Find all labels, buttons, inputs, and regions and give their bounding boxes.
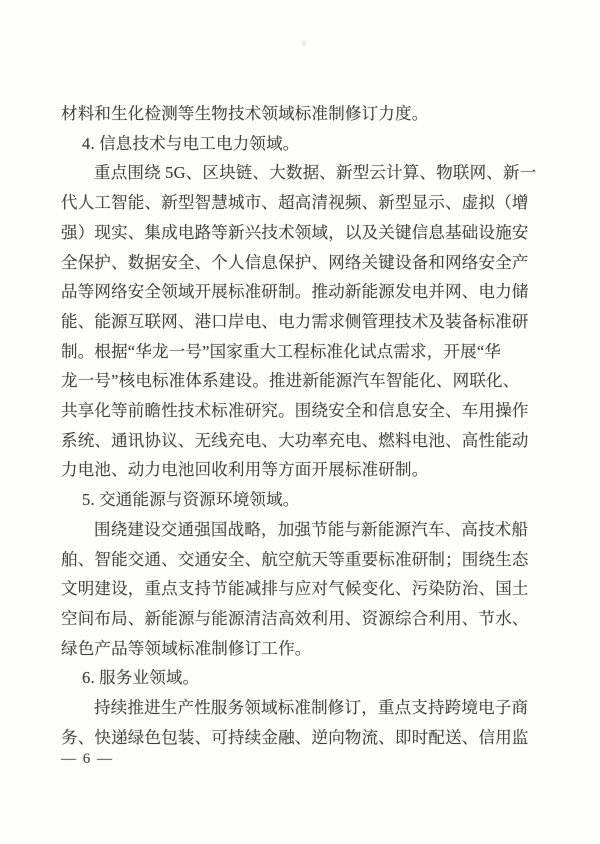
section-heading-5: 5. 交通能源与资源环境领域。 [82, 490, 300, 510]
section-heading-4: 4. 信息技术与电工电力领域。 [82, 133, 300, 153]
body-line: 力电池、动力电池回收利用等方面开展标准研制。 [61, 460, 429, 480]
body-line: 务、快递绿色包装、可持续金融、逆向物流、即时配送、信用监 [61, 727, 529, 747]
document-body [61, 99, 571, 752]
body-line: 制。根据“华龙一号”国家重大工程标准化试点需求，开展“华 [61, 341, 502, 361]
body-line: 重点围绕 5G、区块链、大数据、新型云计算、物联网、新一 [94, 163, 537, 183]
body-line: 品等网络安全领域开展标准研制。推动新能源发电并网、电力储 [61, 282, 529, 302]
body-line: 文明建设，重点支持节能减排与应对气候变化、污染防治、国土 [61, 579, 529, 599]
body-line: 共享化等前瞻性技术标准研究。围绕安全和信息安全、车用操作 [61, 401, 529, 421]
body-line: 材料和生化检测等生物技术领域标准制修订力度。 [61, 104, 429, 123]
body-line: 全保护、数据安全、个人信息保护、网络关键设备和网络安全产 [61, 252, 529, 272]
body-line: 能、能源互联网、港口岸电、电力需求侧管理技术及装备标准研 [61, 311, 529, 331]
body-line: 代人工智能、新型智慧城市、超高清视频、新型显示、虚拟（增 [61, 193, 529, 213]
page-number: — 6 — [61, 751, 114, 767]
body-line: 空间布局、新能源与能源清洁高效利用、资源综合利用、节水、 [61, 608, 529, 628]
section-heading-6: 6. 服务业领域。 [82, 668, 200, 688]
body-line: 持续推进生产性服务领域标准制修订，重点支持跨境电子商 [94, 698, 529, 718]
body-line: 系统、通讯协议、无线充电、大功率充电、燃料电池、高性能动 [61, 430, 529, 450]
scan-artifact [300, 40, 308, 47]
body-line: 强）现实、集成电路等新兴技术领域，以及关键信息基础设施安 [61, 222, 529, 242]
body-line: 围绕建设交通强国战略，加强节能与新能源汽车、高技术船 [94, 519, 529, 539]
body-line: 龙一号”核电标准体系建设。推进新能源汽车智能化、网联化、 [61, 371, 520, 391]
body-line: 舶、智能交通、交通安全、航空航天等重要标准研制；围绕生态 [61, 549, 529, 569]
body-line: 绿色产品等领域标准制修订工作。 [61, 638, 312, 658]
